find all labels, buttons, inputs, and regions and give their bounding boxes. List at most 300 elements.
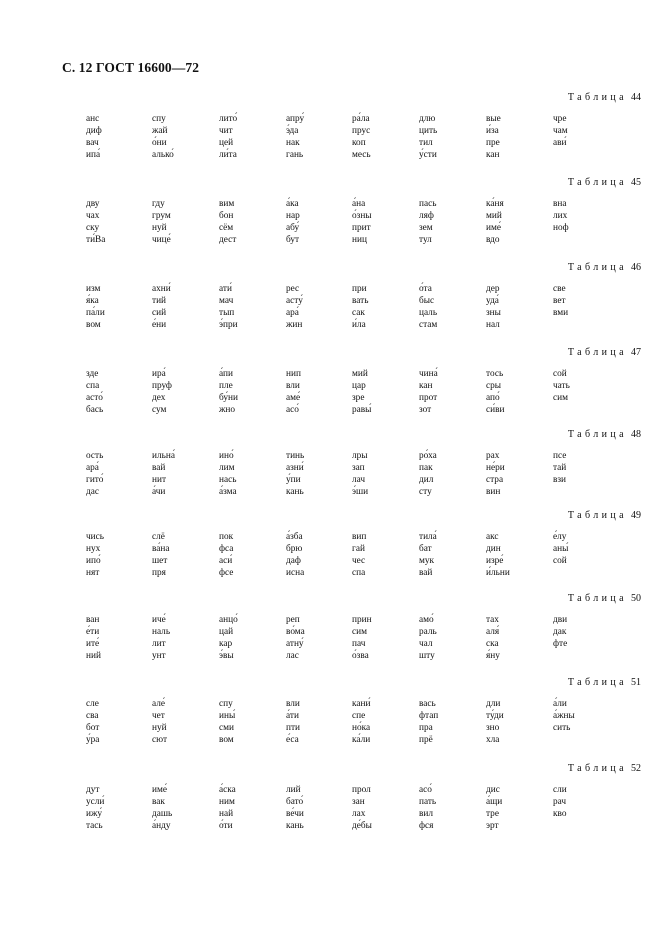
syllable-cell: чес	[352, 556, 366, 566]
syllable-cell: асо́	[286, 405, 299, 415]
syllable-cell: сой	[553, 556, 567, 566]
table-column	[219, 368, 238, 416]
syllable-cell: лах	[352, 809, 366, 819]
syllable-cell: ави́	[553, 138, 567, 148]
syllable-cell: чина́	[419, 369, 438, 379]
syllable-cell: унт	[152, 651, 166, 661]
syllable-cell: дил	[419, 475, 434, 485]
syllable-cell: э́ши	[352, 487, 369, 497]
syllable-cell: рах	[486, 451, 500, 461]
syllable-cell: нят	[86, 568, 100, 578]
syllable-cell: а́ли	[553, 699, 567, 709]
syllable-cell: нась	[219, 475, 237, 485]
syllable-cell: ите́	[86, 639, 100, 649]
syllable-cell: тай	[553, 463, 567, 473]
table-column	[219, 283, 238, 331]
syllable-cell: вли	[286, 381, 300, 391]
syllable-cell: кво	[553, 809, 567, 819]
table-number: 45	[631, 177, 641, 188]
syllable-cell: бон	[219, 211, 234, 221]
syllable-cell: спе	[352, 711, 366, 721]
syllable-cell: жно	[219, 405, 236, 415]
syllable-cell: вил	[419, 809, 434, 819]
table-column	[352, 614, 372, 662]
syllable-cell: вач	[86, 138, 99, 148]
syllable-cell: пре	[486, 138, 500, 148]
syllable-cell: све	[553, 284, 566, 294]
table-column	[286, 698, 300, 746]
table-number: 47	[631, 347, 641, 358]
table-column	[486, 450, 505, 498]
syllable-cell: вай	[419, 568, 433, 578]
table-column	[219, 531, 233, 579]
syllable-cell: сим	[352, 627, 367, 637]
syllable-cell: дли	[486, 699, 501, 709]
syllable-cell: анцо́	[219, 615, 238, 625]
syllable-cell: прот	[419, 393, 438, 403]
syllable-cell: аси́	[219, 556, 233, 566]
syllable-cell: вом	[219, 735, 234, 745]
syllable-cell: сми	[219, 723, 234, 733]
syllable-cell: исна	[286, 568, 305, 578]
syllable-cell: прит	[352, 223, 371, 233]
syllable-cell: фся	[419, 821, 434, 831]
syllable-cell: фте	[553, 639, 568, 649]
table-column	[86, 531, 104, 579]
syllable-cell: грум	[152, 211, 171, 221]
syllable-cell: кан	[419, 381, 433, 391]
syllable-cell: чам	[553, 126, 568, 136]
table-column	[152, 283, 171, 331]
syllable-cell: эрт	[486, 821, 499, 831]
syllable-cell: у́сти	[419, 150, 437, 160]
syllable-cell: нух	[86, 544, 101, 554]
syllable-cell: пруф	[152, 381, 172, 391]
table-number: 51	[631, 677, 641, 688]
syllable-cell: брю	[286, 544, 303, 554]
table-number: 46	[631, 262, 641, 273]
syllable-cell: раль	[419, 627, 437, 637]
syllable-cell: стам	[419, 320, 438, 330]
table-column	[86, 113, 102, 161]
table-caption	[568, 763, 641, 774]
syllable-cell: нип	[286, 369, 301, 379]
table-caption	[568, 510, 641, 521]
syllable-cell: цей	[219, 138, 234, 148]
table-column	[553, 784, 567, 820]
syllable-cell: атну́	[286, 639, 304, 649]
syllable-cell: чит	[219, 126, 233, 136]
syllable-cell: си́ви	[486, 405, 505, 415]
syllable-cell: а́щи	[486, 797, 503, 807]
table-column	[352, 368, 371, 416]
syllable-cell: зде	[86, 369, 99, 379]
table-column	[553, 198, 569, 234]
syllable-cell: е́ти	[86, 627, 100, 637]
caption-word: Таблица	[567, 763, 627, 774]
syllable-cell: сим	[553, 393, 568, 403]
table-column	[219, 198, 236, 246]
syllable-cell: име́	[152, 785, 167, 795]
syllable-cell: але́	[152, 699, 165, 709]
syllable-cell: гань	[286, 150, 304, 160]
syllable-cell: цаль	[419, 308, 438, 318]
syllable-cell: рач	[553, 797, 567, 807]
syllable-cell: тах	[486, 615, 499, 625]
table-column	[553, 283, 568, 319]
syllable-cell: зан	[352, 797, 365, 807]
syllable-cell: лач	[352, 475, 366, 485]
syllable-cell: кань	[286, 487, 304, 497]
syllable-cell: фса	[219, 544, 234, 554]
syllable-cell: вать	[352, 296, 369, 306]
table-column	[419, 113, 437, 161]
table-column	[352, 198, 372, 246]
syllable-cell: изм	[86, 284, 101, 294]
syllable-cell: ины́	[219, 711, 236, 721]
table-column	[419, 698, 438, 746]
table-column	[352, 698, 370, 746]
syllable-cell: ску	[86, 223, 100, 233]
syllable-cell: ляф	[419, 211, 434, 221]
syllable-cell: бот	[86, 723, 100, 733]
table-column	[553, 368, 570, 404]
table-column	[486, 113, 501, 161]
table-column	[286, 283, 303, 331]
syllable-cell: сой	[553, 369, 567, 379]
table-column	[86, 283, 105, 331]
syllable-cell: гито́	[86, 475, 104, 485]
table-column	[219, 614, 238, 662]
table-column	[553, 614, 567, 650]
syllable-cell: а́ти	[286, 711, 299, 721]
syllable-cell: дут	[86, 785, 100, 795]
table-column	[486, 784, 502, 832]
table-column	[86, 198, 105, 246]
syllable-cell: абу́	[286, 223, 300, 233]
syllable-cell: пти	[286, 723, 301, 733]
syllable-cell: тий	[152, 296, 167, 306]
syllable-cell: акс	[486, 532, 499, 542]
syllable-cell: быс	[419, 296, 435, 306]
syllable-cell: асто́	[86, 393, 103, 403]
syllable-cell: ара́	[86, 463, 99, 473]
syllable-cell: тинь	[286, 451, 305, 461]
syllable-cell: вин	[486, 487, 501, 497]
syllable-cell: пак	[419, 463, 433, 473]
table-number: 50	[631, 593, 641, 604]
table-column	[86, 698, 99, 746]
syllable-cell: кани́	[352, 699, 371, 709]
syllable-cell: прол	[352, 785, 371, 795]
syllable-cell: азни́	[286, 463, 304, 473]
syllable-cell: усли́	[86, 797, 105, 807]
syllable-cell: цар	[352, 381, 366, 391]
syllable-cell: дех	[152, 393, 166, 403]
table-column	[86, 368, 103, 416]
syllable-cell: и́ла	[352, 320, 366, 330]
syllable-cell: нал	[486, 320, 500, 330]
syllable-cell: и́за	[486, 126, 499, 136]
syllable-cell: дин	[486, 544, 501, 554]
table-column	[152, 614, 170, 662]
table-caption	[568, 262, 641, 273]
syllable-cell: пле	[219, 381, 233, 391]
syllable-cell: рес	[286, 284, 300, 294]
syllable-cell: лих	[553, 211, 568, 221]
syllable-cell: равы́	[352, 405, 372, 415]
syllable-cell: мук	[419, 556, 435, 566]
syllable-cell: а́пи	[219, 369, 233, 379]
syllable-cell: тил	[419, 138, 433, 148]
table-column	[352, 784, 372, 832]
syllable-cell: ван	[86, 615, 100, 625]
syllable-cell: тып	[219, 308, 235, 318]
syllable-cell: пась	[419, 199, 437, 209]
syllable-cell: ний	[86, 651, 101, 661]
table-column	[486, 531, 510, 579]
caption-word: Таблица	[567, 593, 627, 604]
syllable-cell: реп	[286, 615, 300, 625]
syllable-cell: анс	[86, 114, 100, 124]
syllable-cell: а́зба	[286, 532, 303, 542]
syllable-cell: сры	[486, 381, 502, 391]
syllable-cell: е́са	[286, 735, 299, 745]
syllable-cell: чице́	[152, 235, 171, 245]
table-number: 44	[631, 92, 641, 103]
table-column	[486, 698, 504, 746]
table-column	[419, 614, 437, 662]
syllable-cell: шет	[152, 556, 168, 566]
caption-word: Таблица	[567, 92, 627, 103]
syllable-cell: нак	[286, 138, 300, 148]
table-column	[352, 450, 368, 498]
table-column	[419, 198, 436, 246]
caption-word: Таблица	[567, 677, 627, 688]
syllable-cell: ним	[219, 797, 235, 807]
syllable-cell: а́ска	[219, 785, 236, 795]
caption-word: Таблица	[567, 347, 627, 358]
syllable-cell: прин	[352, 615, 372, 625]
syllable-cell: дис	[486, 785, 500, 795]
syllable-cell: коп	[352, 138, 366, 148]
table-column	[152, 368, 172, 416]
syllable-cell: пра	[419, 723, 433, 733]
syllable-cell: вми	[553, 308, 569, 318]
table-number: 49	[631, 510, 641, 521]
syllable-cell: дашь	[152, 809, 173, 819]
syllable-cell: фсе	[219, 568, 234, 578]
syllable-cell: тул	[419, 235, 432, 245]
syllable-cell: ипо́	[86, 556, 101, 566]
syllable-cell: э́при	[219, 320, 238, 330]
table-caption	[568, 429, 641, 440]
table-column	[152, 198, 171, 246]
syllable-cell: пря	[152, 568, 166, 578]
syllable-cell: ара́	[286, 308, 299, 318]
syllable-cell: лит	[152, 639, 166, 649]
syllable-cell: сют	[152, 735, 168, 745]
syllable-cell: длю	[419, 114, 436, 124]
table-caption	[568, 593, 641, 604]
syllable-cell: вась	[419, 699, 436, 709]
syllable-cell: лим	[219, 463, 235, 473]
table-caption	[568, 92, 641, 103]
syllable-cell: цай	[219, 627, 234, 637]
syllable-cell: вдо	[486, 235, 500, 245]
table-column	[286, 531, 304, 579]
syllable-cell: и́льни	[486, 568, 510, 578]
syllable-cell: тось	[486, 369, 504, 379]
syllable-cell: прус	[352, 126, 371, 136]
syllable-cell: стра	[486, 475, 504, 485]
syllable-cell: дас	[86, 487, 99, 497]
syllable-cell: нуй	[152, 723, 167, 733]
table-column	[286, 198, 300, 246]
syllable-cell: ту́ди	[486, 711, 504, 721]
syllable-cell: сий	[152, 308, 167, 318]
table-caption	[568, 177, 641, 188]
syllable-cell: е́ни	[152, 320, 167, 330]
syllable-cell: изре́	[486, 556, 504, 566]
syllable-cell: мач	[219, 296, 234, 306]
syllable-cell: зем	[419, 223, 433, 233]
syllable-cell: вип	[352, 532, 367, 542]
syllable-cell: зно	[486, 723, 500, 733]
syllable-cell: зре	[352, 393, 365, 403]
page-header: С. 12 ГОСТ 16600—72	[62, 60, 200, 75]
table-column	[419, 283, 437, 331]
table-column	[553, 113, 568, 149]
syllable-cell: о́зны	[352, 211, 372, 221]
syllable-cell: зот	[419, 405, 432, 415]
syllable-cell: цить	[419, 126, 438, 136]
syllable-cell: чись	[86, 532, 105, 542]
syllable-cell: тре	[486, 809, 499, 819]
syllable-cell: ва́на	[152, 544, 170, 554]
syllable-cell: ли́та	[219, 150, 237, 160]
syllable-cell: бу́ни	[219, 393, 238, 403]
syllable-cell: дву	[86, 199, 100, 209]
syllable-cell: о́зва	[352, 651, 369, 661]
table-column	[286, 368, 301, 416]
table-number: 48	[631, 429, 641, 440]
syllable-cell: прё	[419, 735, 433, 745]
syllable-cell: э́да	[286, 126, 299, 136]
syllable-cell: даф	[286, 556, 301, 566]
syllable-cell: наль	[152, 627, 171, 637]
syllable-cell: сту	[419, 487, 432, 497]
syllable-cell: вим	[219, 199, 235, 209]
syllable-cell: ипа́	[86, 150, 101, 160]
syllable-cell: лас	[286, 651, 299, 661]
syllable-cell: асту́	[286, 296, 303, 306]
syllable-cell: ноф	[553, 223, 569, 233]
syllable-cell: месь	[352, 150, 371, 160]
syllable-cell: сак	[352, 308, 365, 318]
syllable-cell: чал	[419, 639, 433, 649]
syllable-cell: о́ни	[152, 138, 167, 148]
syllable-cell: гай	[352, 544, 365, 554]
syllable-cell: дест	[219, 235, 237, 245]
syllable-cell: я́ка	[86, 296, 99, 306]
syllable-cell: я́ну	[486, 651, 500, 661]
table-column	[152, 450, 175, 498]
table-number: 52	[631, 763, 641, 774]
syllable-cell: у́ра	[86, 735, 100, 745]
syllable-cell: зап	[352, 463, 365, 473]
syllable-cell: бат	[419, 544, 432, 554]
syllable-cell: мий	[486, 211, 502, 221]
syllable-cell: но́ка	[352, 723, 371, 733]
syllable-cell: взи	[553, 475, 567, 485]
syllable-cell: име́	[486, 223, 501, 233]
syllable-cell: э́вы	[219, 651, 234, 661]
syllable-cell: бут	[286, 235, 300, 245]
syllable-cell: вак	[152, 797, 165, 807]
table-column	[352, 283, 368, 331]
syllable-cell: лры	[352, 451, 368, 461]
table-column	[286, 113, 304, 161]
syllable-cell: аме́	[286, 393, 301, 403]
syllable-cell: вли	[286, 699, 300, 709]
syllable-cell: ниц	[352, 235, 367, 245]
syllable-cell: спа	[352, 568, 366, 578]
syllable-cell: шту	[419, 651, 435, 661]
syllable-cell: асо́	[419, 785, 432, 795]
syllable-cell: спу	[152, 114, 166, 124]
syllable-cell: дер	[486, 284, 500, 294]
syllable-cell: аны́	[553, 544, 569, 554]
caption-word: Таблица	[567, 262, 627, 273]
syllable-cell: не́ри	[486, 463, 505, 473]
syllable-cell: иче́	[152, 615, 166, 625]
table-column	[486, 614, 500, 662]
caption-word: Таблица	[567, 429, 627, 440]
syllable-cell: нар	[286, 211, 300, 221]
syllable-cell: ира́	[152, 369, 166, 379]
table-column	[152, 698, 167, 746]
syllable-cell: дви	[553, 615, 568, 625]
syllable-cell: апо́	[486, 393, 500, 403]
table-column	[219, 698, 235, 746]
syllable-cell: ахни́	[152, 284, 171, 294]
syllable-cell: пок	[219, 532, 234, 542]
syllable-cell: сум	[152, 405, 167, 415]
syllable-cell: ильна́	[152, 451, 175, 461]
syllable-cell: е́лу	[553, 532, 567, 542]
syllable-cell: уда́	[486, 296, 499, 306]
syllable-cell: дак	[553, 627, 567, 637]
syllable-cell: а́жны	[553, 711, 575, 721]
syllable-cell: мий	[352, 369, 368, 379]
syllable-cell: вай	[152, 463, 166, 473]
syllable-cell: жай	[152, 126, 168, 136]
syllable-cell: чах	[86, 211, 100, 221]
table-column	[286, 450, 304, 498]
table-column	[553, 531, 568, 567]
syllable-cell: ти́Ва	[86, 235, 106, 245]
syllable-cell: лито́	[219, 114, 238, 124]
syllable-cell: ра́ла	[352, 114, 370, 124]
syllable-cell: при	[352, 284, 367, 294]
syllable-cell: спу	[219, 699, 233, 709]
caption-word: Таблица	[567, 177, 627, 188]
syllable-cell: амо́	[419, 615, 434, 625]
table-column	[219, 784, 236, 832]
syllable-cell: слё	[152, 532, 165, 542]
syllable-cell: а́ка	[286, 199, 299, 209]
